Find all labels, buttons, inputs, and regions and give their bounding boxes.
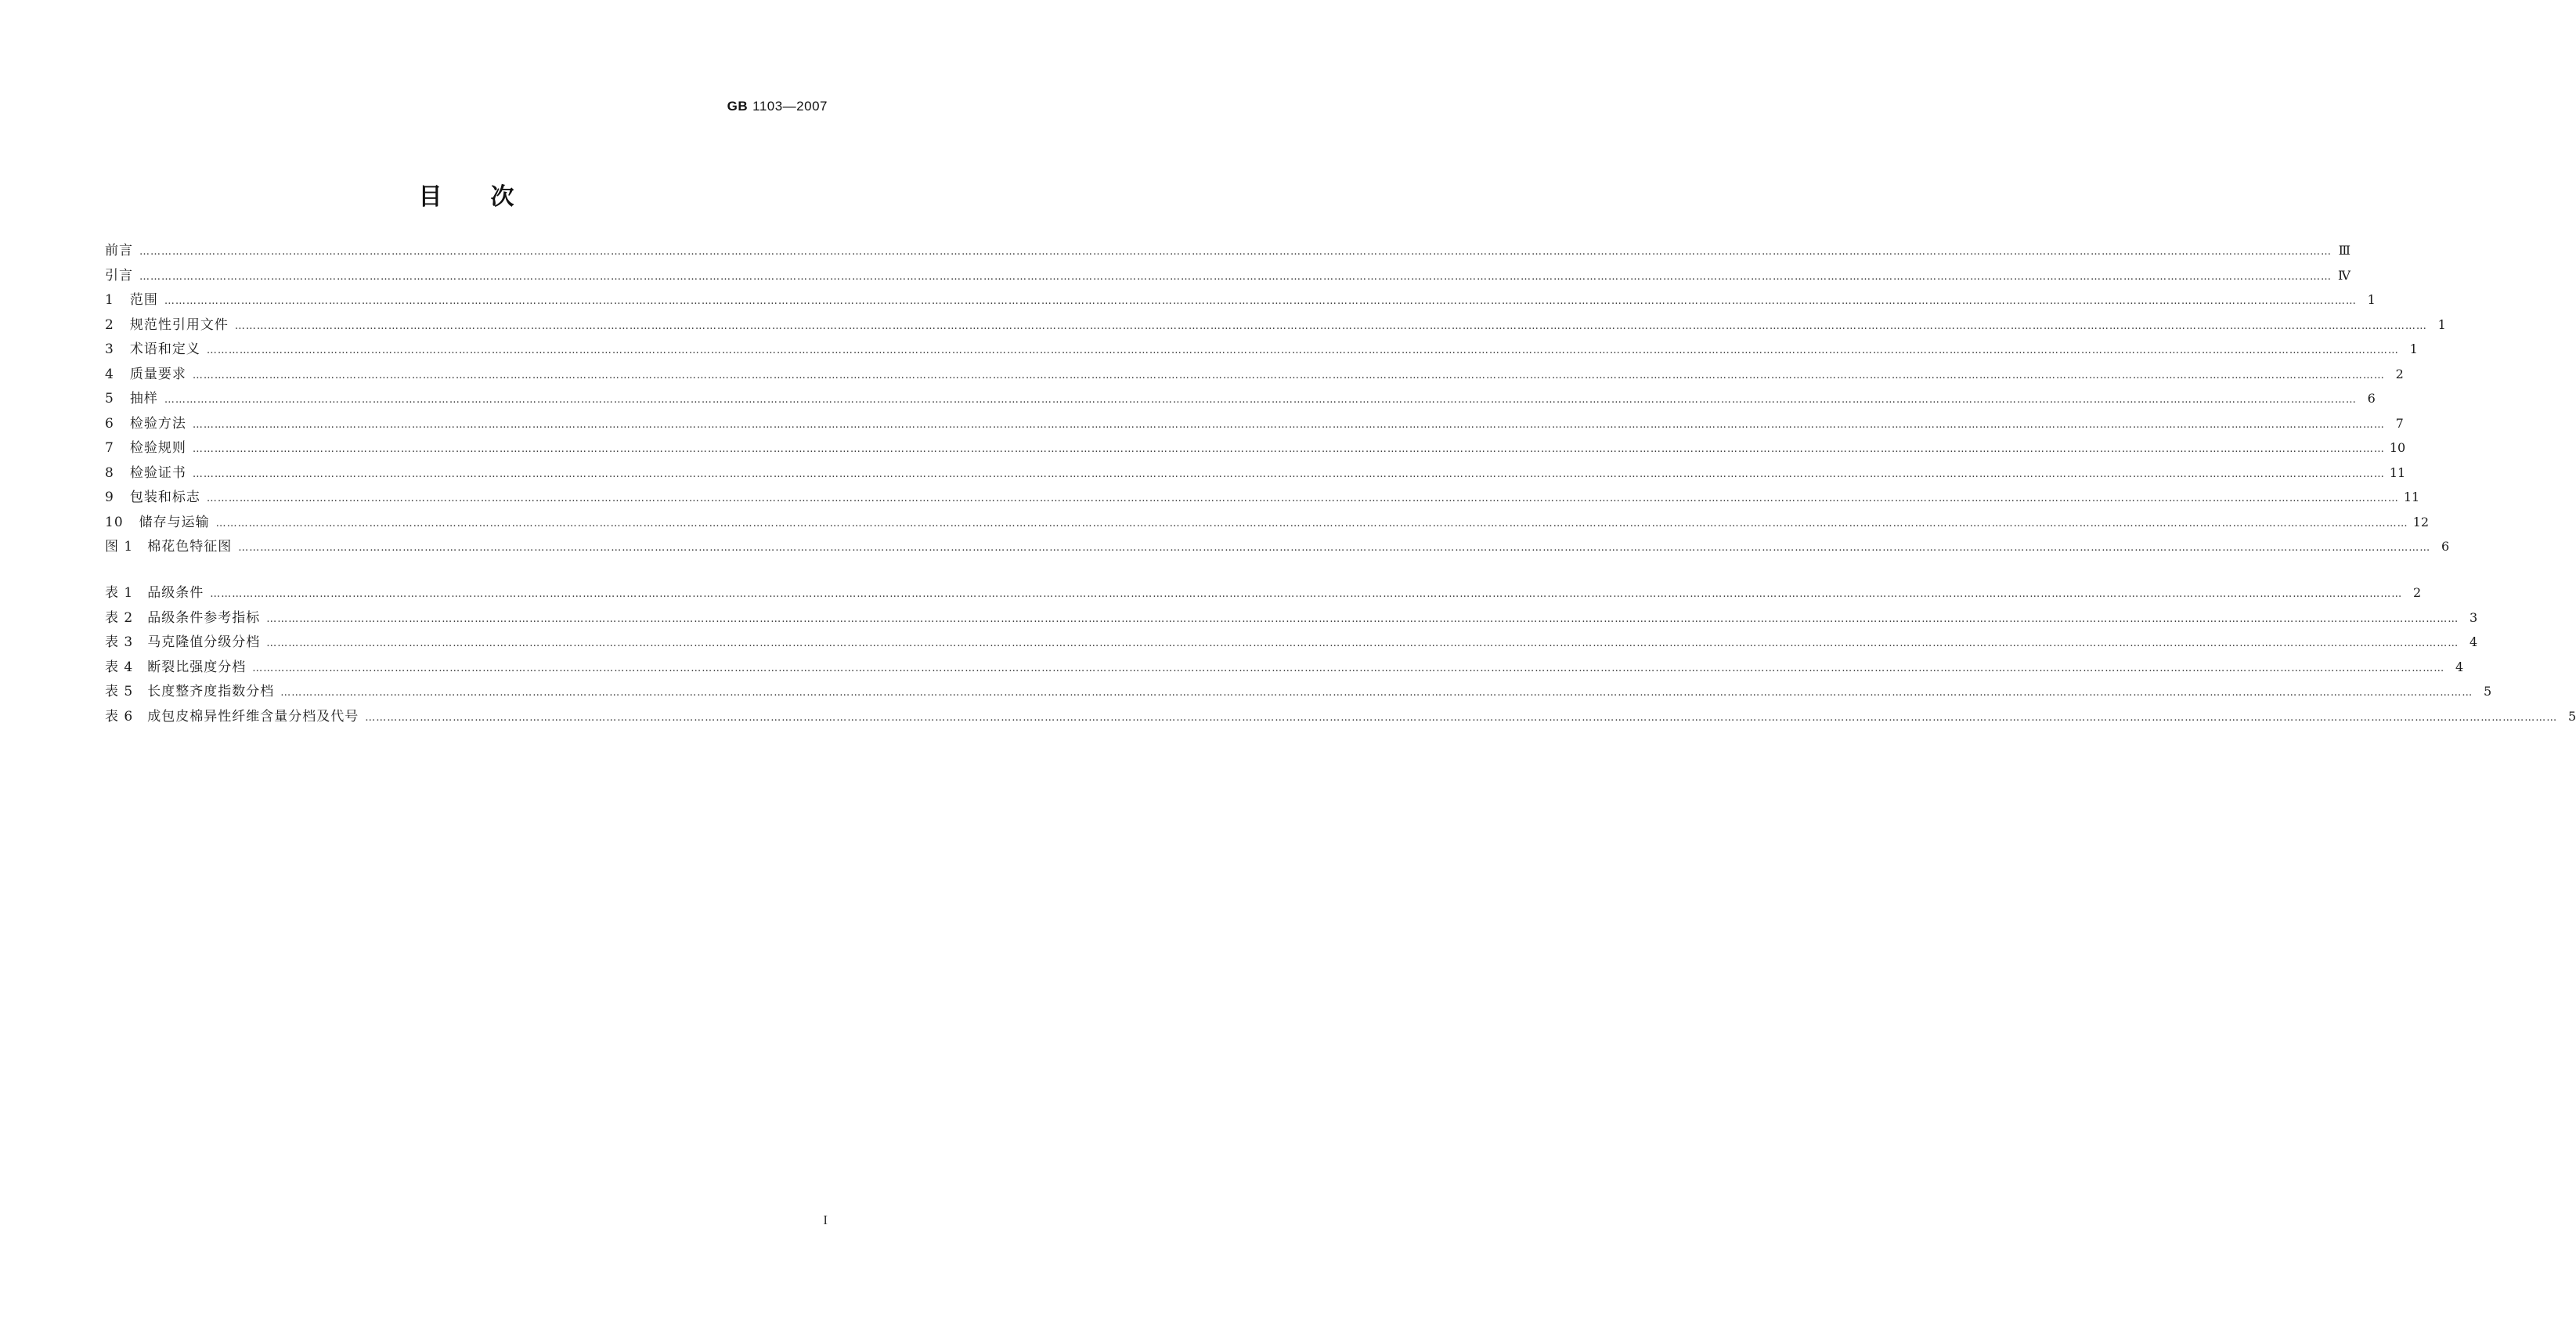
toc-entry-page: 4 <box>2455 659 2464 674</box>
toc-entry[interactable] <box>105 605 2478 631</box>
toc-entry-number: 3 <box>105 341 114 357</box>
toc-entry-page: 5 <box>2484 684 2492 699</box>
toc-entry[interactable] <box>105 287 2376 313</box>
toc-leader-dots: …………………………………………………………………………………………………………………………………………………………………………………………………………………………………………………………………………………………………………………………………………………………………………………………………………………………………………………………………………………………………………………………………………………… <box>365 711 2558 724</box>
toc-entry-page: 3 <box>2470 609 2478 625</box>
toc-entry-label <box>105 387 164 412</box>
page-number: I <box>823 1212 828 1227</box>
toc-entry-page: 2 <box>2413 585 2422 600</box>
toc-entry-title: 包装和标志 <box>129 490 200 505</box>
standard-prefix: GB <box>727 99 749 114</box>
page-title: 目次 <box>418 183 563 211</box>
toc-entry-number: 9 <box>105 490 114 505</box>
toc-entry[interactable] <box>105 580 2422 605</box>
toc-leader-dots: …………………………………………………………………………………………………………………………………………………………………………………………………………………………………………………………………………………………………………………………………………………………………………………………………………………………………………………………………………………………………………………………………………………… <box>192 369 2385 381</box>
toc-leader-dots: …………………………………………………………………………………………………………………………………………………………………………………………………………………………………………………………………………………………………………………………………………………………………………………………………………………………………………………………………………………………………………………………………………………… <box>280 687 2473 699</box>
toc-entry-label <box>105 313 235 338</box>
toc-entry-number: 表 5 <box>105 684 134 699</box>
toc-entry[interactable] <box>105 238 2351 263</box>
toc-entry-title: 断裂比强度分档 <box>147 659 247 675</box>
toc-entry-title: 长度整齐度指数分档 <box>147 684 275 699</box>
toc-entry-title: 术语和定义 <box>129 341 200 357</box>
toc-leader-dots: …………………………………………………………………………………………………………………………………………………………………………………………………………………………………………………………………………………………………………………………………………………………………………………………………………………………………………………………………………………………………………………………………………………… <box>266 613 2459 625</box>
toc-entry-title: 检验规则 <box>129 440 186 456</box>
toc-entry-number: 7 <box>105 440 114 456</box>
toc-entry-label <box>105 535 238 560</box>
toc-entry-number: 8 <box>105 464 114 481</box>
toc-entry-label <box>105 680 280 705</box>
toc-entry-page: 1 <box>2367 292 2376 307</box>
toc-entry-page: Ⅲ <box>2338 243 2351 258</box>
toc-entry-title: 品级条件 <box>147 585 204 601</box>
toc-leader-dots: …………………………………………………………………………………………………………………………………………………………………………………………………………………………………………………………………………………………………………………………………………………………………………………………………………………………………………………………………………………………………………………………………………………… <box>139 246 2332 258</box>
toc-leader-dots: …………………………………………………………………………………………………………………………………………………………………………………………………………………………………………………………………………………………………………………………………………………………………………………………………………………………………………………………………………………………………………………………………………………… <box>206 493 2399 504</box>
toc-leader-dots: …………………………………………………………………………………………………………………………………………………………………………………………………………………………………………………………………………………………………………………………………………………………………………………………………………………………………………………………………………………………………………………………………………………… <box>192 418 2385 431</box>
toc-entry[interactable] <box>105 386 2376 411</box>
toc-entry[interactable] <box>105 411 2404 436</box>
toc-entry-label <box>105 363 193 388</box>
toc-chapters <box>105 238 2446 534</box>
toc-entry[interactable] <box>105 435 2406 461</box>
toc-entry-page: 1 <box>2437 316 2446 332</box>
toc-entry-number: 2 <box>105 316 114 333</box>
toc-entry-title: 检验证书 <box>129 464 186 481</box>
toc-entry[interactable] <box>105 679 2492 704</box>
toc-entry[interactable] <box>105 485 2420 510</box>
toc-entry-title: 范围 <box>129 292 158 308</box>
toc-figures <box>105 534 2450 559</box>
toc-entry-title: 抽样 <box>129 391 158 407</box>
toc-entry-page: 6 <box>2441 539 2450 554</box>
toc-entry-label <box>105 606 266 631</box>
toc-entry-label <box>105 461 193 486</box>
toc-entry-page: 5 <box>2568 708 2576 724</box>
toc-entry-number: 图 1 <box>105 539 134 555</box>
toc-entry[interactable] <box>105 534 2450 559</box>
toc-entry-label <box>105 511 216 536</box>
toc-entry-number: 表 2 <box>105 609 134 626</box>
toc-entry-title: 前言 <box>105 243 133 258</box>
toc-leader-dots: …………………………………………………………………………………………………………………………………………………………………………………………………………………………………………………………………………………………………………………………………………………………………………………………………………………………………………………………………………………………………………………………………………………… <box>192 443 2385 455</box>
toc-entry[interactable] <box>105 337 2418 362</box>
toc-entry-number: 表 3 <box>105 634 134 650</box>
toc-entry-title: 检验方法 <box>129 415 186 432</box>
toc-leader-dots: …………………………………………………………………………………………………………………………………………………………………………………………………………………………………………………………………………………………………………………………………………………………………………………………………………………………………………………………………………………………………………………………………………………… <box>164 295 2357 307</box>
toc-entry-label <box>105 239 139 264</box>
toc-tables <box>105 580 2576 728</box>
toc-entry[interactable] <box>105 313 2446 338</box>
toc-entry-number: 10 <box>105 514 124 530</box>
toc-entry-number: 4 <box>105 366 114 382</box>
toc-leader-dots: …………………………………………………………………………………………………………………………………………………………………………………………………………………………………………………………………………………………………………………………………………………………………………………………………………………………………………………………………………………………………………………………………………………… <box>192 468 2385 480</box>
toc-entry-title: 品级条件参考指标 <box>147 609 261 626</box>
toc-entry[interactable] <box>105 362 2404 387</box>
toc-leader-dots: …………………………………………………………………………………………………………………………………………………………………………………………………………………………………………………………………………………………………………………………………………………………………………………………………………………………………………………………………………………………………………………………………………………… <box>164 394 2357 406</box>
toc-entry-label <box>105 436 193 461</box>
toc-entry-number: 6 <box>105 415 114 432</box>
toc-entry[interactable] <box>105 263 2351 288</box>
toc-entry-page: 11 <box>2389 464 2406 480</box>
toc-leader-dots: …………………………………………………………………………………………………………………………………………………………………………………………………………………………………………………………………………………………………………………………………………………………………………………………………………………………………………………………………………………………………………………………………………………… <box>238 542 2431 554</box>
toc-entry-label <box>105 705 365 730</box>
toc-entry-title: 马克隆值分级分档 <box>147 634 261 650</box>
toc-entry-title: 储存与运输 <box>139 514 210 530</box>
toc-entry-page: 12 <box>2412 514 2429 529</box>
toc-entry-number: 表 1 <box>105 585 134 601</box>
toc-leader-dots: …………………………………………………………………………………………………………………………………………………………………………………………………………………………………………………………………………………………………………………………………………………………………………………………………………………………………………………………………………………………………………………………………………………… <box>210 588 2403 600</box>
toc-entry[interactable] <box>105 704 2576 729</box>
toc-entry-label <box>105 656 252 681</box>
toc-entry-label <box>105 486 207 511</box>
toc-entry-page: 4 <box>2470 634 2478 649</box>
toc-entry-label <box>105 412 193 437</box>
toc-entry-number: 1 <box>105 292 114 308</box>
toc-entry-page: 11 <box>2403 490 2420 504</box>
toc-entry-label <box>105 338 207 363</box>
toc-entry-page: 2 <box>2395 366 2404 381</box>
toc-entry-title: 引言 <box>105 267 133 284</box>
standard-number: 1103—2007 <box>752 99 828 114</box>
toc-entry[interactable] <box>105 461 2406 486</box>
toc-leader-dots: …………………………………………………………………………………………………………………………………………………………………………………………………………………………………………………………………………………………………………………………………………………………………………………………………………………………………………………………………………………………………………………………………………………… <box>206 345 2399 356</box>
toc-entry-title: 规范性引用文件 <box>129 316 229 333</box>
toc-entry-page: 10 <box>2389 440 2406 455</box>
toc-entry-number: 表 4 <box>105 659 134 675</box>
toc-leader-dots: …………………………………………………………………………………………………………………………………………………………………………………………………………………………………………………………………………………………………………………………………………………………………………………………………………………………………………………………………………………………………………………………………………………… <box>215 517 2408 529</box>
toc-leader-dots: …………………………………………………………………………………………………………………………………………………………………………………………………………………………………………………………………………………………………………………………………………………………………………………………………………………………………………………………………………………………………………………………………………………… <box>139 270 2332 283</box>
standard-code <box>727 99 828 114</box>
toc-entry-label <box>105 264 139 289</box>
toc-entry-label <box>105 631 266 656</box>
toc-entry-page: Ⅳ <box>2338 267 2351 283</box>
toc-entry-number: 5 <box>105 391 114 407</box>
toc-entry-page: 7 <box>2395 415 2404 431</box>
toc-entry-title: 棉花色特征图 <box>147 539 233 555</box>
toc-entry[interactable] <box>105 510 2429 535</box>
toc-entry[interactable] <box>105 655 2464 680</box>
toc-entry-title: 成包皮棉异性纤维含量分档及代号 <box>147 708 359 725</box>
toc-leader-dots: …………………………………………………………………………………………………………………………………………………………………………………………………………………………………………………………………………………………………………………………………………………………………………………………………………………………………………………………………………………………………………………………………………………… <box>252 662 2445 674</box>
toc-entry-number: 表 6 <box>105 708 134 725</box>
toc-entry-page: 6 <box>2367 391 2376 406</box>
toc-entry-title: 质量要求 <box>129 366 186 382</box>
toc-entry-label <box>105 581 210 606</box>
toc-entry[interactable] <box>105 630 2478 655</box>
toc-leader-dots: …………………………………………………………………………………………………………………………………………………………………………………………………………………………………………………………………………………………………………………………………………………………………………………………………………………………………………………………………………………………………………………………………………………… <box>266 638 2459 649</box>
toc-leader-dots: …………………………………………………………………………………………………………………………………………………………………………………………………………………………………………………………………………………………………………………………………………………………………………………………………………………………………………………………………………………………………………………………………………………… <box>234 320 2427 332</box>
toc-entry-page: 1 <box>2409 341 2418 356</box>
toc-entry-label <box>105 288 164 313</box>
